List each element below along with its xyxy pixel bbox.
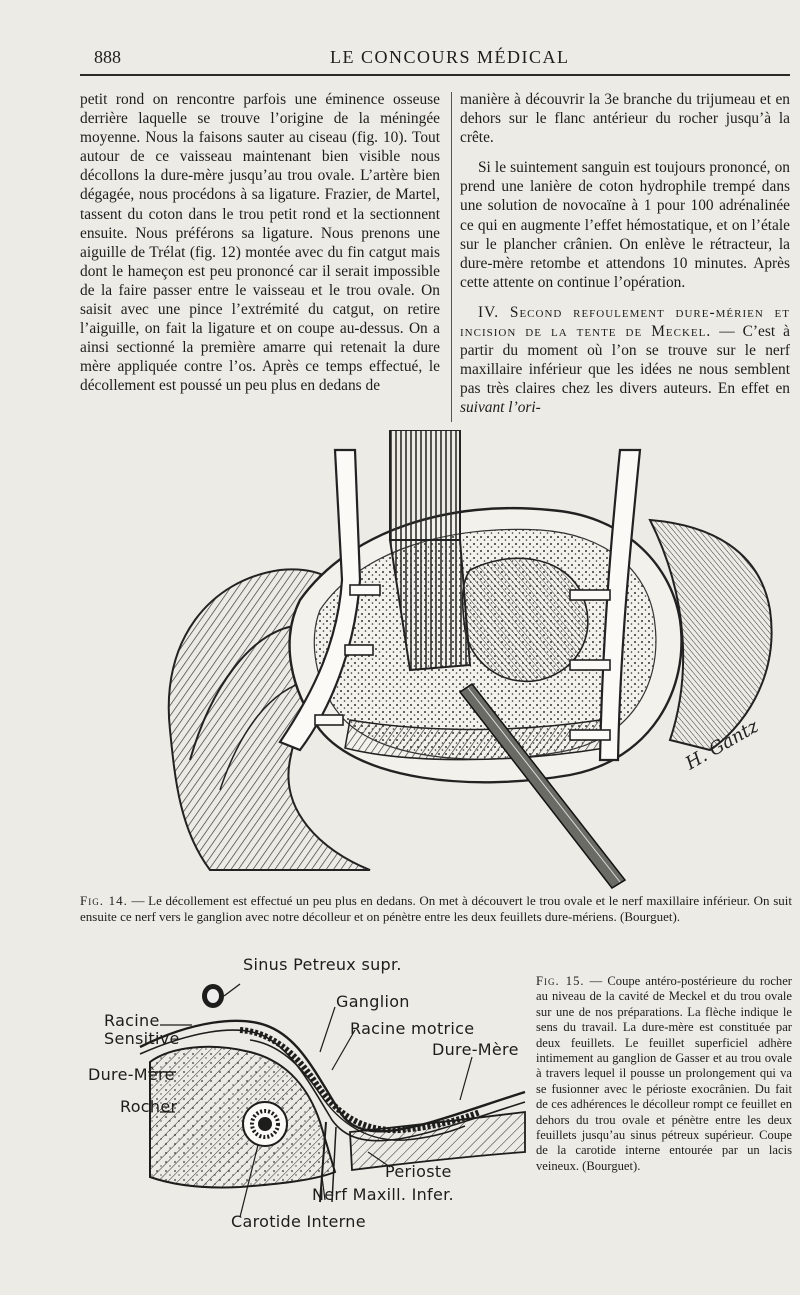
running-head	[80, 45, 780, 69]
section-iv	[460, 303, 790, 418]
figure-14-illustration	[150, 430, 800, 890]
figure-14-signature: H. Gantz	[682, 715, 763, 775]
right-paragraph-continuation: manière à découvrir la 3e branche du trijumeau et en dehors sur le flanc antérieur du rocher jusqu’à la crête.	[460, 91, 790, 147]
journal-title: LE CONCOURS MÉDICAL	[330, 47, 570, 67]
column-divider	[451, 92, 452, 422]
section-iv-italic: suivant l’ori-	[460, 399, 541, 417]
label-rocher: Rocher	[120, 1097, 178, 1116]
figure-14-caption-text: — Le décollement est effectué un peu plus en dedans. On met à découvert le trou ovale et le nerf maxillaire inférieur. On suit ensuite ce nerf vers le ganglion avec notre décolleur et on pénètre entre les deux feuillets dure-mériens. (Bourguet).	[80, 893, 792, 924]
figure-14-caption	[80, 893, 792, 924]
figure-15-label: Fig. 15.	[536, 974, 585, 988]
section-iv-text: — C’est à partir du moment où l’on se trouve sur le nerf maxillaire inférieur que les idées ne nous semblent pas très claires chez les divers auteurs. En effet en	[460, 323, 790, 398]
section-iv-title: IV. Second refoulement dure-mérien et incision de la tente de Meckel.	[460, 303, 790, 341]
label-racine-sensitive: Racine Sensitive	[104, 1011, 180, 1048]
figure-15-caption-text: — Coupe antéro-postérieure du rocher au niveau de la cavité de Meckel et du trou ovale sur une de nos préparations. La flèche indique le sens du travail. La dure-mère est constituée par deux feuillets. Le feuillet superficiel adhère intimement au ganglion de Gasser et au trou ovale à travers lequel il pousse un prolongement qui va se fusionner avec le périoste exocrânien. Du fait de ces adhérences le décolleur rompt ce feuillet en dehors du trou ovale et pénètre entre les deux feuillets jusqu’au sinus pétreux supérieur. Coupe de la carotide interne entourée par un lacis veineux. (Bourguet).	[536, 974, 793, 1173]
label-perioste: Perioste	[385, 1162, 452, 1181]
right-column	[460, 90, 790, 418]
label-dure-mere-left: Dure-Mère	[88, 1065, 175, 1084]
left-column	[80, 90, 440, 396]
label-sinus-petreux: Sinus Petreux supr.	[243, 955, 402, 974]
label-ganglion: Ganglion	[336, 992, 410, 1011]
label-carotide-interne: Carotide Interne	[231, 1212, 366, 1231]
label-nerf-maxillaire: Nerf Maxill. Infer.	[312, 1185, 454, 1204]
label-dure-mere-right: Dure-Mère	[432, 1040, 519, 1059]
right-paragraph-hemostasis: Si le suintement sanguin est toujours prononcé, on prend une lanière de coton hydrophile trempé dans une solution de novocaïne à 1 pour 100 adrénalinée ce qui en augmente l’effet hémostatique, et on l’étale sur le plancher crânien. On enlève le rétracteur, la dure-mère retombe et attendons 10 minutes. Après cette attente on continue l’opération.	[460, 159, 790, 291]
page-number: 888	[94, 47, 121, 67]
figure-15-caption	[536, 974, 792, 1174]
header-rule	[80, 74, 790, 76]
left-paragraph: petit rond on rencontre parfois une éminence osseuse derrière laquelle se trouve l’origine de la méningée moyenne. Nous la faisons sauter au ciseau (fig. 10). Tout autour de ce vaisseau maintenant bien visible nous décollons la dure-mère jusqu’au trou ovale. L’artère bien dégagée, nous procédons à sa ligature. Frazier, de Martel, tassent du coton dans le trou petit rond et la sectionnent ensuite. Nous préférons sa ligature. Nous prenons une aiguille de Trélat (fig. 12) montée avec du fin catgut mais dont le hameçon est peu prononcé car il serait impossible de la faire passer entre le vaisseau et le trou ovale. On saisit avec une pince l’extrémité du catgut, on retire l’aiguille, on fait la ligature et on coupe au-dessus. On a ainsi sectionné la première amarre qui retenait la dure mère appliquée contre l’os. Après ce temps effectué, le décollement est poussé un peu plus en dedans de	[80, 91, 440, 395]
label-racine-motrice: Racine motrice	[350, 1019, 475, 1038]
figure-14-label: Fig. 14.	[80, 893, 128, 908]
